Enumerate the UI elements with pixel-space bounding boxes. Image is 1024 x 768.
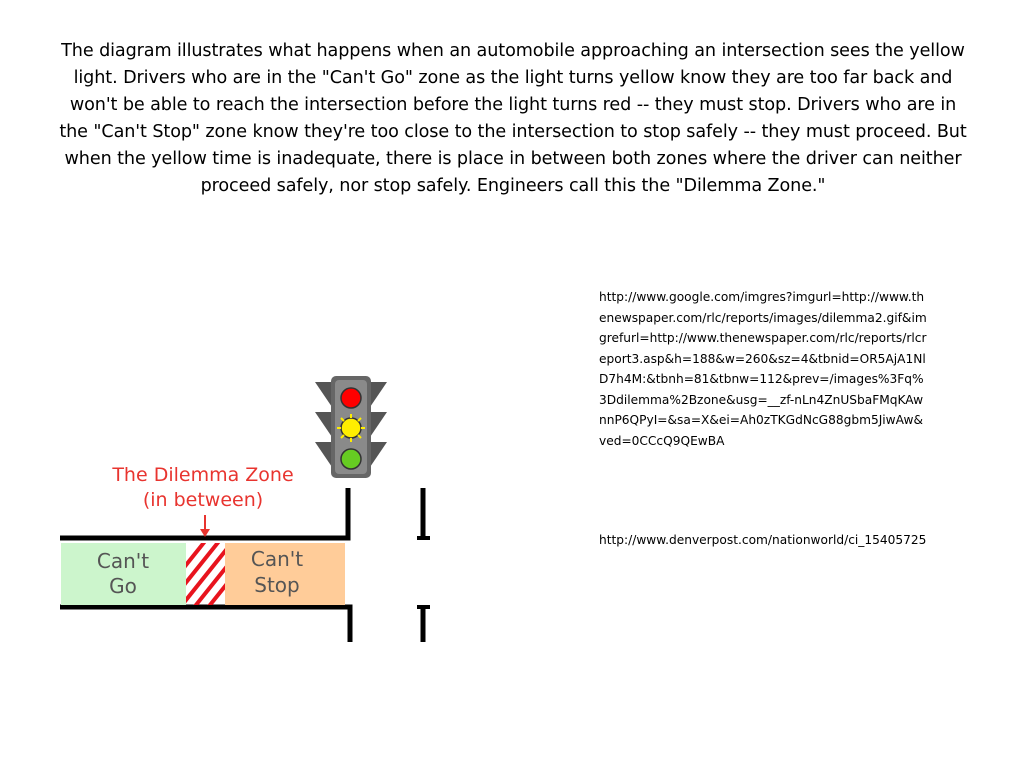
cant-go-label-line1: Can't <box>96 549 150 573</box>
cant-go-label-line2: Go <box>109 574 137 598</box>
traffic-light-icon <box>315 376 387 478</box>
dilemma-zone-subtitle: (in between) <box>142 489 264 511</box>
source-link-denverpost[interactable]: http://www.denverpost.com/nationworld/ci_15405725 <box>599 533 927 547</box>
cant-stop-label-line2: Stop <box>254 573 300 597</box>
green-light <box>341 449 361 469</box>
dilemma-arrow-icon <box>200 515 210 537</box>
diagram-caption: The diagram illustrates what happens when an automobile approaching an intersection sees the yellow light. Drivers who are in the "Can't Go" zone as the light turns yellow know they are too far back and won't be able to reach the intersection before the light turns red -- they must stop. Drivers who are in the "Can't Stop" zone know they're too close to the intersection to stop safely -- they must proceed. But when the yellow time is inadequate, there is place in between both zones where the driver can neither proceed safely, nor stop safely. Engineers call this the "Dilemma Zone." <box>59 41 967 196</box>
dilemma-zone-title: The Dilemma Zone <box>112 464 294 486</box>
source-link-google[interactable]: http://www.google.com/imgres?imgurl=http://www.thenewspaper.com/rlc/reports/images/dilemma2.gif&imgrefurl=http://www.thenewspaper.com/rlc/reports/rlcreport3.asp&h=188&w=260&sz=4&tbnid=OR5AjA1NlD7h4M:&tbnh=81&tbnw=112&prev=/images%3Fq%3Ddilemma%2Bzone&usg=__zf-nLn4ZnUSbaFMqKAwnnP6QPyI=&sa=X&ei=Ah0zTKGdNcG88gbm5JiwAw&ved=0CCcQ9QEwBA <box>599 290 927 448</box>
red-light <box>341 388 361 408</box>
cant-stop-label-line1: Can't <box>250 547 304 571</box>
